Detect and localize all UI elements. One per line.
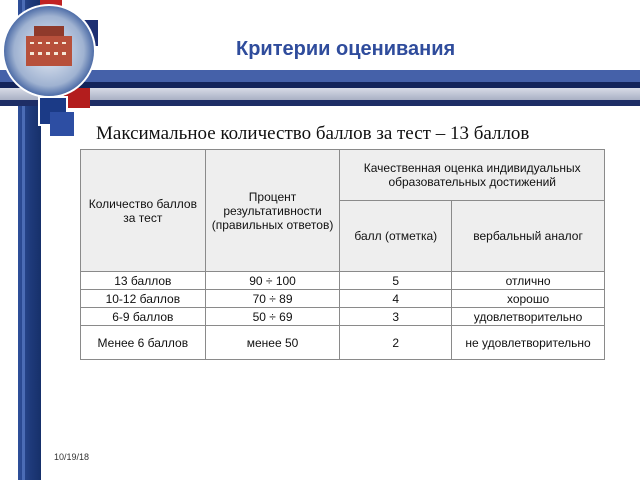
page-title: Критерии оценивания <box>236 38 456 60</box>
cell-points: 13 баллов <box>81 272 206 290</box>
header-verbal: вербальный аналог <box>452 201 605 272</box>
cell-percent: 70 ÷ 89 <box>205 290 340 308</box>
header-group: Качественная оценка индивидуальных образовательных достижений <box>340 150 605 201</box>
cell-grade: 3 <box>340 308 452 326</box>
cell-grade: 2 <box>340 326 452 360</box>
header-band <box>0 70 640 82</box>
cell-percent: 90 ÷ 100 <box>205 272 340 290</box>
criteria-table <box>80 149 605 360</box>
subtitle: Максимальное количество баллов за тест – 13 баллов <box>96 123 530 144</box>
cell-points: 10-12 баллов <box>81 290 206 308</box>
table-row <box>81 308 605 326</box>
table-row <box>81 326 605 360</box>
table-row <box>81 272 605 290</box>
cell-grade: 5 <box>340 272 452 290</box>
cell-points: 6-9 баллов <box>81 308 206 326</box>
cell-points: Менее 6 баллов <box>81 326 206 360</box>
table-row <box>81 290 605 308</box>
header-grade: балл (отметка) <box>340 201 452 272</box>
header-band-bottom <box>0 100 640 106</box>
cell-verbal: хорошо <box>452 290 605 308</box>
header-points: Количество баллов за тест <box>81 150 206 272</box>
decor-square-blue <box>50 112 74 136</box>
header-band-accent <box>0 88 640 100</box>
cell-verbal: отлично <box>452 272 605 290</box>
slide-date: 10/19/18 <box>54 452 90 462</box>
cell-percent: 50 ÷ 69 <box>205 308 340 326</box>
cell-verbal: не удовлетворительно <box>452 326 605 360</box>
cell-verbal: удовлетворительно <box>452 308 605 326</box>
cell-grade: 4 <box>340 290 452 308</box>
school-logo-icon <box>2 4 96 98</box>
header-percent: Процент результативности (правильных ответов) <box>205 150 340 272</box>
cell-percent: менее 50 <box>205 326 340 360</box>
